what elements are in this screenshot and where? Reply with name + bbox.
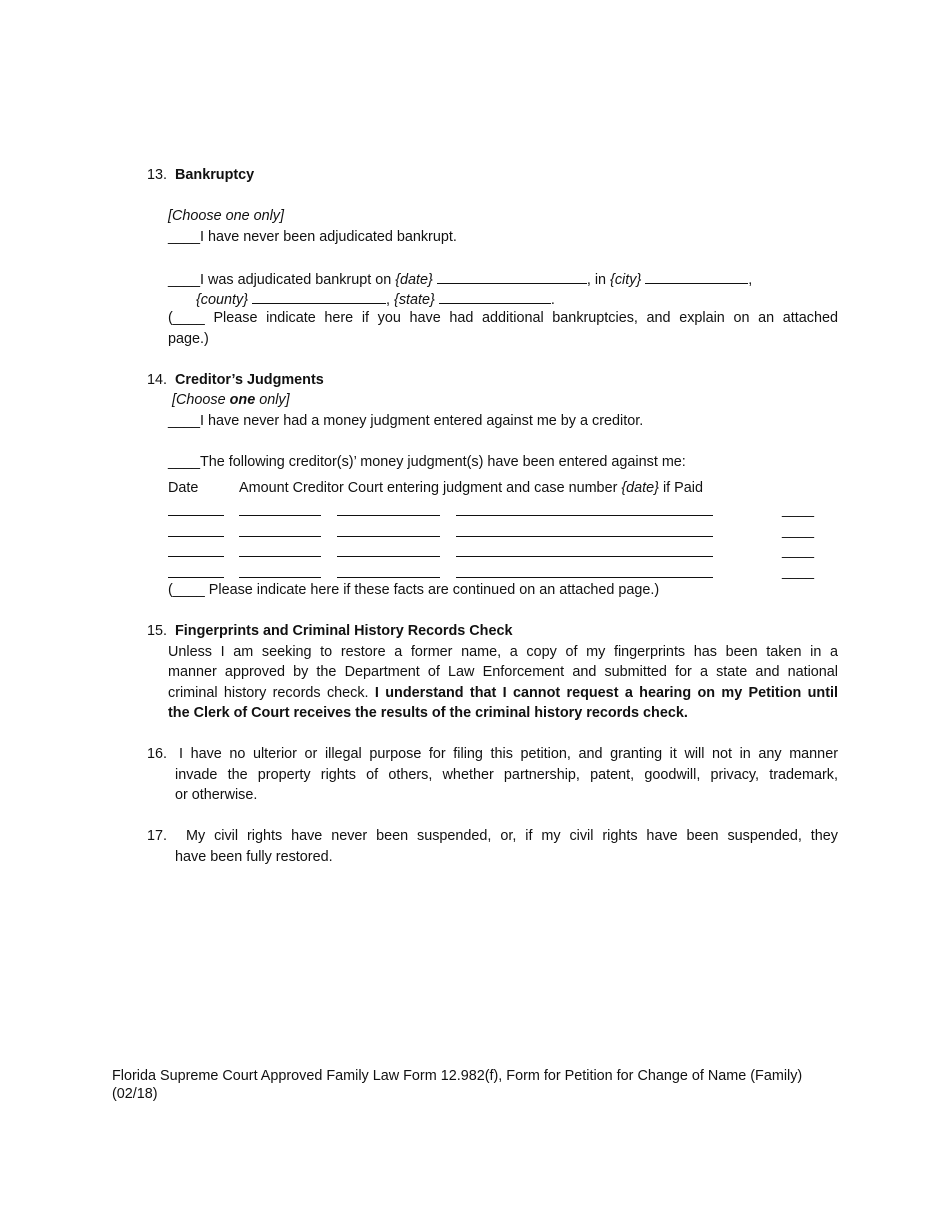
section-13-option-bankrupt[interactable]: ____I was adjudicated bankrupt on {date} , in {city} , <box>168 268 752 290</box>
creditor-blank[interactable] <box>337 515 440 516</box>
footer-form-date: (02/18) <box>112 1086 158 1102</box>
section-16-number: 16. <box>147 746 168 762</box>
section-14-heading <box>147 370 324 390</box>
amount-blank[interactable] <box>239 577 321 578</box>
section-15-line2: manner approved by the Department of Law Enforcement and submitted for a state and national <box>168 664 838 680</box>
paid-mark[interactable]: ____ <box>782 523 815 539</box>
section-15-heading <box>147 621 512 641</box>
date-blank[interactable] <box>168 556 224 557</box>
state-placeholder: {state} <box>394 292 435 308</box>
court-blank[interactable] <box>456 556 713 557</box>
section-13-additional-line2: page.) <box>168 331 209 347</box>
section-14-title: Creditor’s Judgments <box>175 372 324 388</box>
paid-mark[interactable]: ____ <box>782 564 815 580</box>
county-placeholder: {county} <box>196 292 249 308</box>
section-17-line1: My civil rights have never been suspended, or, if my civil rights have been suspended, they <box>186 828 838 844</box>
section-14-number: 14. <box>147 372 168 388</box>
section-16-line2: invade the property rights of others, whether partnership, patent, goodwill, privacy, trademark, <box>175 767 838 783</box>
section-17-number: 17. <box>147 828 168 844</box>
paid-mark[interactable]: ____ <box>782 543 815 559</box>
section-14-continued[interactable]: (____ Please indicate here if these facts are continued on an attached page.) <box>168 582 660 598</box>
section-15-line1: Unless I am seeking to restore a former name, a copy of my fingerprints has been taken in a <box>168 644 838 660</box>
creditor-blank[interactable] <box>337 536 440 537</box>
judgment-col-date: Date <box>168 480 199 496</box>
section-14-option-never[interactable]: ____I have never had a money judgment entered against me by a creditor. <box>168 413 644 429</box>
court-blank[interactable] <box>456 515 713 516</box>
section-15-title: Fingerprints and Criminal History Records Check <box>175 623 513 639</box>
section-13-number: 13. <box>147 167 168 183</box>
section-17-line2: have been fully restored. <box>175 849 333 865</box>
state-blank[interactable] <box>439 288 551 304</box>
date-blank[interactable] <box>168 536 224 537</box>
footer-form-title: Florida Supreme Court Approved Family Law Form 12.982(f), Form for Petition for Change of Name (Family) <box>112 1068 803 1084</box>
city-placeholder: {city} <box>610 272 642 288</box>
section-15-line4: the Clerk of Court receives the results of the criminal history records check. <box>168 705 688 721</box>
paid-mark[interactable]: ____ <box>782 502 815 518</box>
section-13-title: Bankruptcy <box>175 167 255 183</box>
date-blank[interactable] <box>437 268 587 284</box>
amount-blank[interactable] <box>239 556 321 557</box>
section-16-line3: or otherwise. <box>175 787 258 803</box>
section-15-line3: criminal history records check. I understand that I cannot request a hearing on my Petition until <box>168 685 839 701</box>
section-14-option-following[interactable]: ____The following creditor(s)’ money judgment(s) have been entered against me: <box>168 454 686 470</box>
section-13-choose: [Choose one only] <box>168 208 285 224</box>
creditor-blank[interactable] <box>337 577 440 578</box>
section-13-additional-line1[interactable]: (____ Please indicate here if you have had additional bankruptcies, and explain on an attached <box>168 310 838 326</box>
court-blank[interactable] <box>456 536 713 537</box>
court-blank[interactable] <box>456 577 713 578</box>
city-blank[interactable] <box>645 268 748 284</box>
section-14-choose: [Choose one only] <box>172 392 290 408</box>
creditor-blank[interactable] <box>337 556 440 557</box>
section-13-heading <box>147 165 254 185</box>
amount-blank[interactable] <box>239 536 321 537</box>
date-blank[interactable] <box>168 515 224 516</box>
section-13-option-never[interactable]: ____I have never been adjudicated bankrupt. <box>168 229 457 245</box>
amount-blank[interactable] <box>239 515 321 516</box>
county-blank[interactable] <box>252 288 386 304</box>
section-15-number: 15. <box>147 623 168 639</box>
section-16-line1: I have no ulterior or illegal purpose for filing this petition, and granting it will not in any manner <box>179 746 838 762</box>
date-placeholder: {date} <box>395 272 433 288</box>
date-blank[interactable] <box>168 577 224 578</box>
section-13-county-state[interactable]: {county} , {state} . <box>196 288 555 310</box>
judgment-col-headers: Amount Creditor Court entering judgment and case number {date} if Paid <box>239 480 703 496</box>
